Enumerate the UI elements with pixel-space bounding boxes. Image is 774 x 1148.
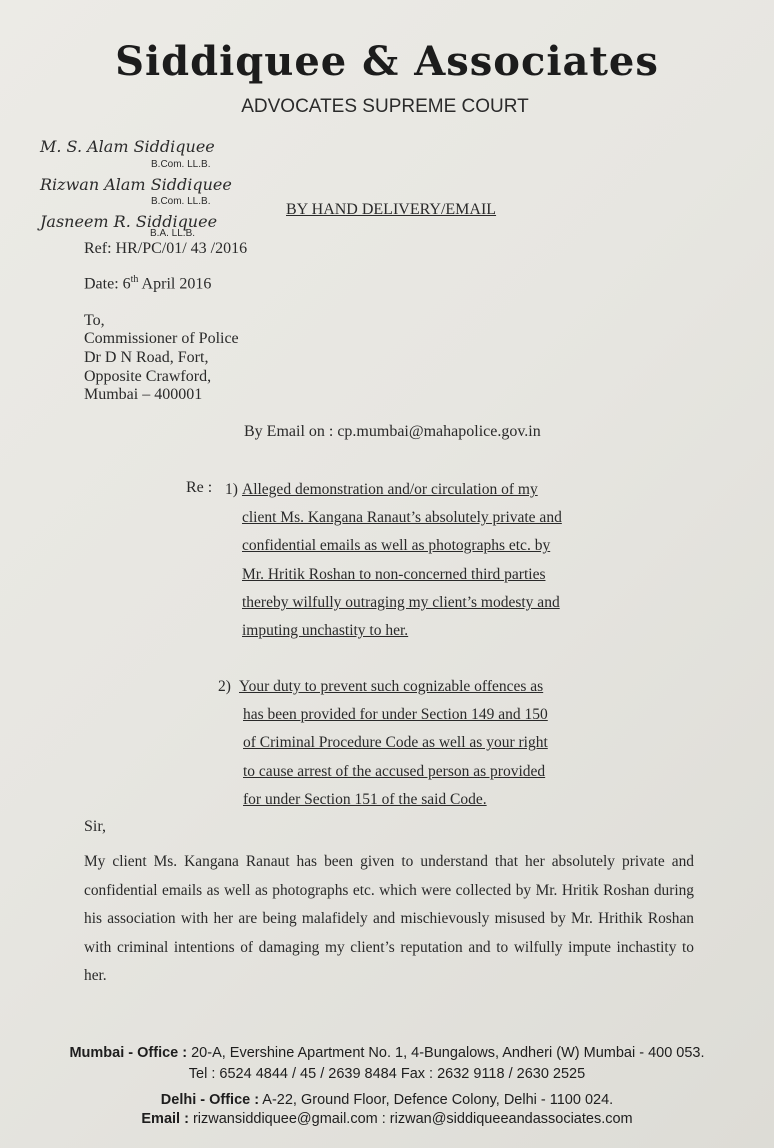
letter-date: Date: 6th April 2016: [84, 274, 212, 293]
subject-line: Mr. Hritik Roshan to non-concerned third parties: [242, 565, 546, 583]
subject-item-1: [242, 476, 572, 645]
subject-line: thereby wilfully outraging my client’s modesty and: [242, 593, 560, 611]
subject-item-number: 1): [225, 481, 238, 498]
subject-line: imputing unchastity to her.: [242, 622, 409, 640]
subject-line: has been provided for under Section 149 and 150: [243, 706, 548, 724]
delivery-mode: BY HAND DELIVERY/EMAIL: [286, 201, 497, 218]
recipient-line: Opposite Crawford,: [84, 368, 212, 385]
subject-line: client Ms. Kangana Ranaut’s absolutely private and: [242, 509, 562, 527]
partner-qualification-2: B.Com. LL.B.: [151, 196, 211, 207]
subject-item-number: 2): [218, 678, 231, 695]
footer-email: Email : rizwansiddiquee@gmail.com : rizwan@siddiqueeandassociates.com: [141, 1111, 633, 1127]
partner-qualification-3: B.A. LL.B.: [150, 228, 196, 239]
recipient-line: Mumbai – 400001: [84, 386, 203, 403]
subject-label: Re :: [186, 479, 213, 496]
subject-item-2: [239, 673, 574, 814]
subject-line: confidential emails as well as photographs etc. by: [242, 537, 551, 555]
salutation: Sir,: [84, 818, 107, 835]
partner-qualification-1: B.Com. LL.B.: [151, 159, 211, 170]
recipient-line: Commissioner of Police: [84, 330, 239, 347]
partner-name-3: Jasneem R. Siddiquee: [40, 212, 218, 231]
body-paragraph: My client Ms. Kangana Ranaut has been given to understand that her absolutely private and confidential emails as well as photographs etc. which were collected by Mr. Hritik Roshan during his association with her are being malafidely and mischievously misused by Mr. Hrithik Roshan with criminal intentions of damaging my client’s reputation and to wilfully impute inchastity to her.: [84, 853, 694, 985]
partner-name-1: M. S. Alam Siddiquee: [40, 137, 215, 156]
firm-name: Siddiquee & Associates: [115, 38, 659, 85]
subject-line: of Criminal Procedure Code as well as your right: [243, 734, 548, 752]
subject-line: Alleged demonstration and/or circulation of my: [242, 481, 538, 498]
subject-line: to cause arrest of the accused person as provided: [243, 762, 546, 780]
footer-mumbai-office: Mumbai - Office : 20-A, Evershine Apartment No. 1, 4-Bungalows, Andheri (W) Mumbai - 400 053.: [69, 1045, 705, 1061]
footer-delhi-office: Delhi - Office : A-22, Ground Floor, Defence Colony, Delhi - 1100 024.: [160, 1092, 614, 1108]
reference-number: Ref: HR/PC/01/ 43 /2016: [84, 240, 248, 257]
firm-subtitle: ADVOCATES SUPREME COURT: [241, 96, 529, 117]
recipient-line: Dr D N Road, Fort,: [84, 349, 209, 366]
footer-mumbai-phone: Tel : 6524 4844 / 45 / 2639 8484 Fax : 2632 9118 / 2630 2525: [188, 1066, 586, 1082]
subject-line: for under Section 151 of the said Code.: [243, 790, 487, 808]
email-line: By Email on : cp.mumbai@mahapolice.gov.in: [244, 423, 541, 440]
subject-line: Your duty to prevent such cognizable offences as: [239, 678, 544, 695]
partner-name-2: Rizwan Alam Siddiquee: [40, 175, 232, 194]
recipient-line: To,: [84, 312, 105, 329]
